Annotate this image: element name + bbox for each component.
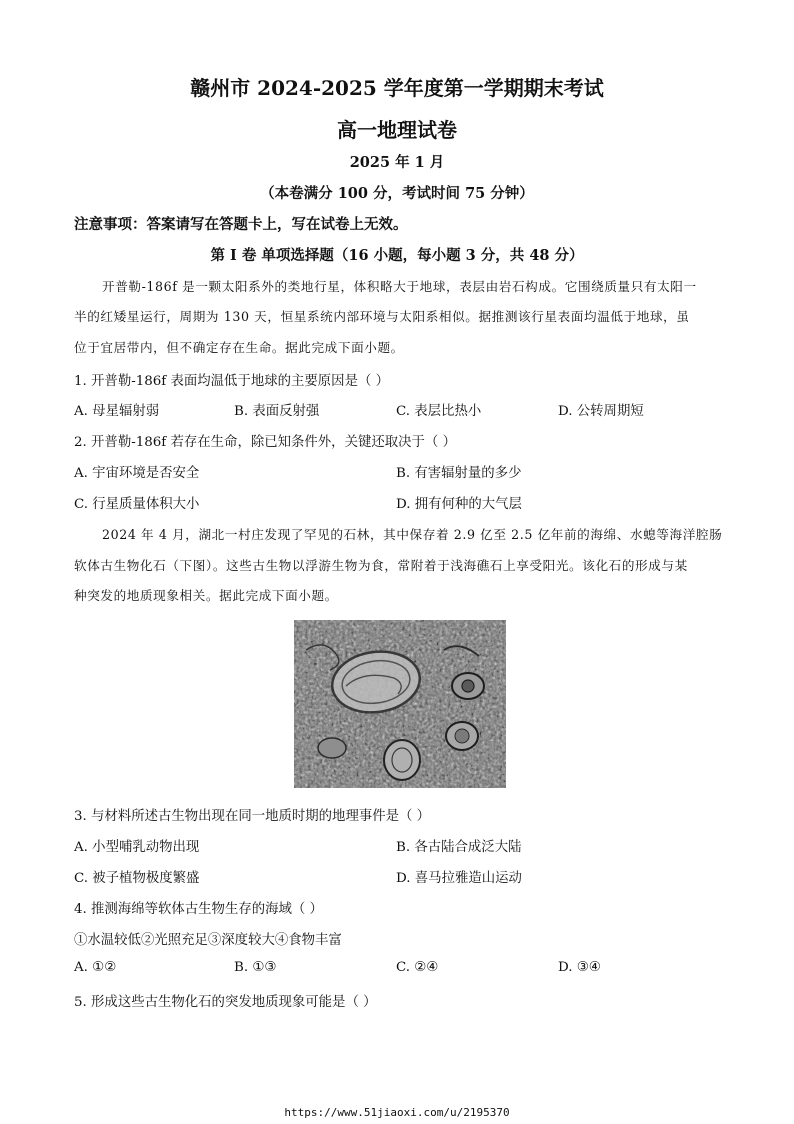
question-1-option-b: B. 表面反射强: [234, 404, 320, 419]
exam-score-info: （本卷满分 100 分，考试时间 75 分钟）: [260, 185, 534, 202]
question-3-option-a: A. 小型哺乳动物出现: [74, 840, 200, 855]
fossil-photo: [294, 620, 506, 788]
passage2-line: 2024 年 4 月，湖北一村庄发现了罕见的石林，其中保存着 2.9 亿至 2.5 亿年前的海绵、水螅等海洋腔肠: [102, 527, 723, 542]
question-4-stem: 4. 推测海绵等软体古生物生存的海域（ ）: [74, 902, 323, 917]
question-4-option-c: C. ②④: [396, 960, 439, 975]
passage2-line: 软体古生物化石（下图）。这些古生物以浮游生物为食，常附着于浅海礁石上享受阳光。该化石的形成与某: [74, 558, 688, 573]
question-3-stem: 3. 与材料所述古生物出现在同一地质时期的地理事件是（ ）: [74, 809, 431, 824]
question-2-option-b: B. 有害辐射量的多少: [396, 466, 522, 481]
exam-notice: 注意事项：答案请写在答题卡上，写在试卷上无效。: [74, 216, 408, 233]
question-2-option-a: A. 宇宙环境是否安全: [74, 466, 200, 481]
question-3-option-b: B. 各古陆合成泛大陆: [396, 840, 522, 855]
passage2-line: 种突发的地质现象相关。据此完成下面小题。: [74, 588, 338, 603]
section-heading: 第 I 卷 单项选择题（16 小题，每小题 3 分，共 48 分）: [210, 247, 584, 264]
passage1-line: 半的红矮星运行，周期为 130 天，恒星系统内部环境与太阳系相似。据推测该行星表面均温低于地球，虽: [74, 309, 690, 324]
question-1-option-d: D. 公转周期短: [558, 404, 644, 419]
question-3-option-d: D. 喜马拉雅造山运动: [396, 871, 522, 886]
question-1-stem: 1. 开普勒-186f 表面均温低于地球的主要原因是（ ）: [74, 374, 390, 389]
footer-url[interactable]: https://www.51jiaoxi.com/u/2195370: [284, 1106, 510, 1119]
exam-title: 赣州市 2024-2025 学年度第一学期期末考试: [190, 76, 604, 100]
exam-date: 2025 年 1 月: [349, 154, 445, 171]
passage1-line: 位于宜居带内，但不确定存在生命。据此完成下面小题。: [74, 340, 404, 355]
question-2-option-c: C. 行星质量体积大小: [74, 497, 200, 512]
passage1-line: 开普勒-186f 是一颗太阳系外的类地行星，体积略大于地球，表层由岩石构成。它围绕质量只有太阳一: [102, 279, 697, 294]
question-1-option-c: C. 表层比热小: [396, 404, 482, 419]
question-1-option-a: A. 母星辐射弱: [74, 404, 160, 419]
exam-subtitle: 高一地理试卷: [337, 118, 457, 142]
question-4-statements: ①水温较低②光照充足③深度较大④食物丰富: [74, 933, 342, 948]
question-4-option-b: B. ①③: [234, 960, 277, 975]
question-4-option-d: D. ③④: [558, 960, 601, 975]
question-2-stem: 2. 开普勒-186f 若存在生命，除已知条件外，关键还取决于（ ）: [74, 435, 456, 450]
question-2-option-d: D. 拥有何种的大气层: [396, 497, 522, 512]
question-3-option-c: C. 被子植物极度繁盛: [74, 871, 200, 886]
question-4-option-a: A. ①②: [74, 960, 117, 975]
question-5-stem: 5. 形成这些古生物化石的突发地质现象可能是（ ）: [74, 995, 377, 1010]
